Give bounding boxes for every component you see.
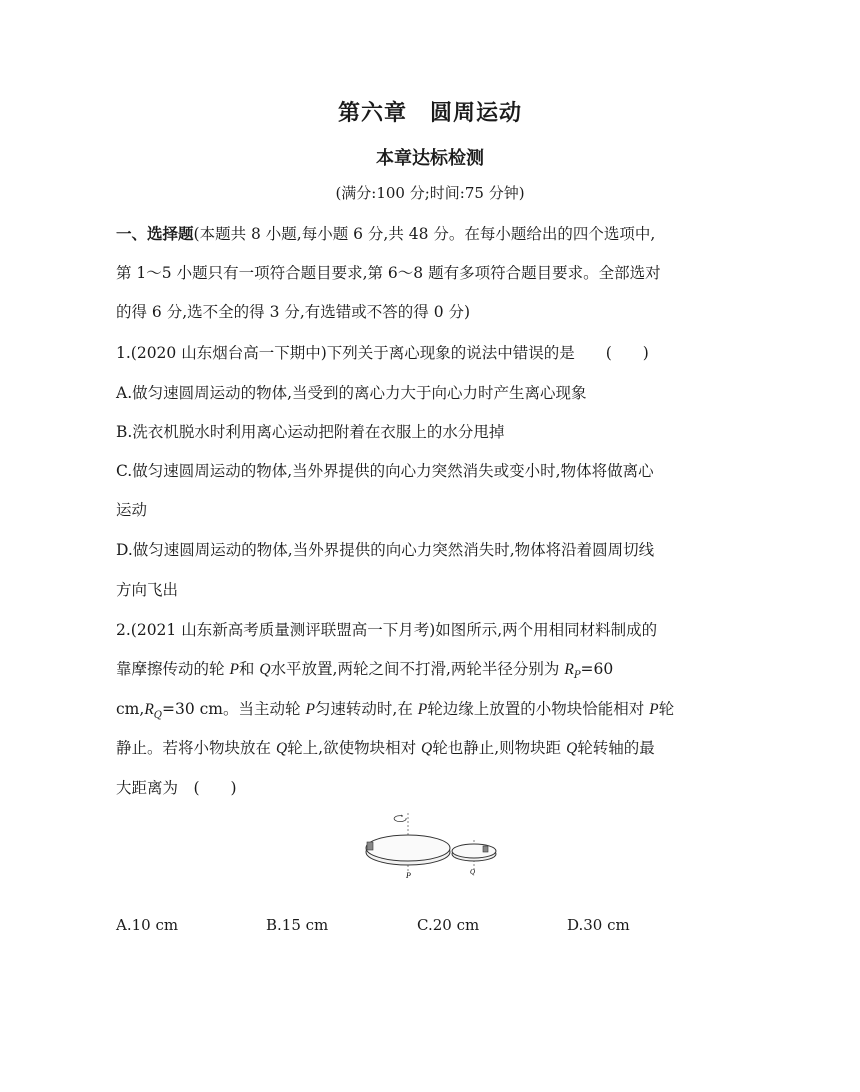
chapter-title: 第六章 圆周运动 [337, 101, 522, 126]
q1-option-d-line-2: 方向飞出 [116, 581, 179, 599]
q2-option-d: D.30 cm [567, 916, 630, 934]
q1-option-d-line-1: D.做匀速圆周运动的物体,当外界提供的向心力突然消失时,物体将沿着圆周切线 [116, 541, 655, 559]
figure-label-q: Q [470, 868, 476, 876]
var-q: Q [566, 740, 578, 757]
wheels-figure [362, 808, 502, 888]
q2-text: 轮边缘上放置的小物块恰能相对 [427, 700, 650, 718]
q2-stem-line-3 [116, 697, 674, 721]
q1-option-a: A.做匀速圆周运动的物体,当受到的离心力大于向心力时产生离心现象 [116, 384, 587, 402]
subscript-p: P [573, 670, 581, 682]
var-p: P [229, 661, 239, 678]
q2-stem-line-4 [116, 736, 655, 758]
q2-text: 轮 [658, 700, 675, 718]
q2-text: 轮转轴的最 [577, 739, 655, 757]
q2-stem-line-2 [116, 657, 613, 681]
var-q: Q [259, 661, 271, 678]
q2-stem-line-5: 大距离为 ( ) [116, 779, 237, 797]
q2-option-b: B.15 cm [266, 916, 329, 934]
var-q: Q [421, 740, 433, 757]
q2-text: 静止。若将小物块放在 [116, 739, 276, 757]
rotation-arrow-icon [394, 816, 406, 822]
var-p: P [649, 701, 659, 718]
q2-text: =60 [580, 660, 614, 678]
q2-text: 靠摩擦传动的轮 [116, 660, 230, 678]
q2-text: 轮也静止,则物块距 [432, 739, 567, 757]
q2-text: 水平放置,两轮之间不打滑,两轮半径分别为 [270, 660, 565, 678]
section-intro-text-1: (本题共 8 小题,每小题 6 分,共 48 分。在每小题给出的四个选项中, [193, 225, 656, 243]
q2-option-a: A.10 cm [116, 916, 179, 934]
q1-option-c-line-1: C.做匀速圆周运动的物体,当外界提供的向心力突然消失或变小时,物体将做离心 [116, 462, 654, 480]
q2-text: 和 [238, 660, 260, 678]
wheel-p [366, 835, 450, 861]
q2-text: 匀速转动时,在 [314, 700, 418, 718]
section-intro-line-1 [116, 222, 655, 244]
block-on-p [367, 842, 373, 850]
var-r: R [564, 661, 574, 678]
subscript-q: Q [153, 710, 162, 722]
wheel-q [452, 844, 496, 858]
q1-option-c-line-2: 运动 [116, 501, 148, 519]
var-q: Q [275, 740, 288, 757]
var-r: R [144, 701, 154, 718]
q1-option-b: B.洗衣机脱水时利用离心运动把附着在衣服上的水分甩掉 [116, 423, 505, 441]
q1-stem: 1.(2020 山东烟台高一下期中)下列关于离心现象的说法中错误的是 ( ) [116, 344, 649, 362]
test-title: 本章达标检测 [376, 148, 484, 169]
block-on-q [483, 846, 488, 852]
figure-label-p: P [406, 871, 411, 880]
section-intro-line-2: 第 1～5 小题只有一项符合题目要求,第 6～8 题有多项符合题目要求。全部选对 [116, 264, 661, 282]
q2-option-c: C.20 cm [417, 916, 480, 934]
section-intro-line-3: 的得 6 分,选不全的得 3 分,有选错或不答的得 0 分) [116, 303, 471, 321]
q2-stem-line-1: 2.(2021 山东新高考质量测评联盟高一下月考)如图所示,两个用相同材料制成的 [116, 621, 658, 639]
var-p: P [305, 701, 315, 718]
section-heading: 一、选择题 [116, 225, 194, 243]
q2-text: =30 cm。当主动轮 [161, 700, 306, 718]
var-p: P [417, 701, 428, 718]
q2-text: cm, [116, 700, 145, 718]
score-info: (满分:100 分;时间:75 分钟) [335, 184, 525, 202]
q2-text: 轮上,欲使物块相对 [287, 739, 421, 757]
